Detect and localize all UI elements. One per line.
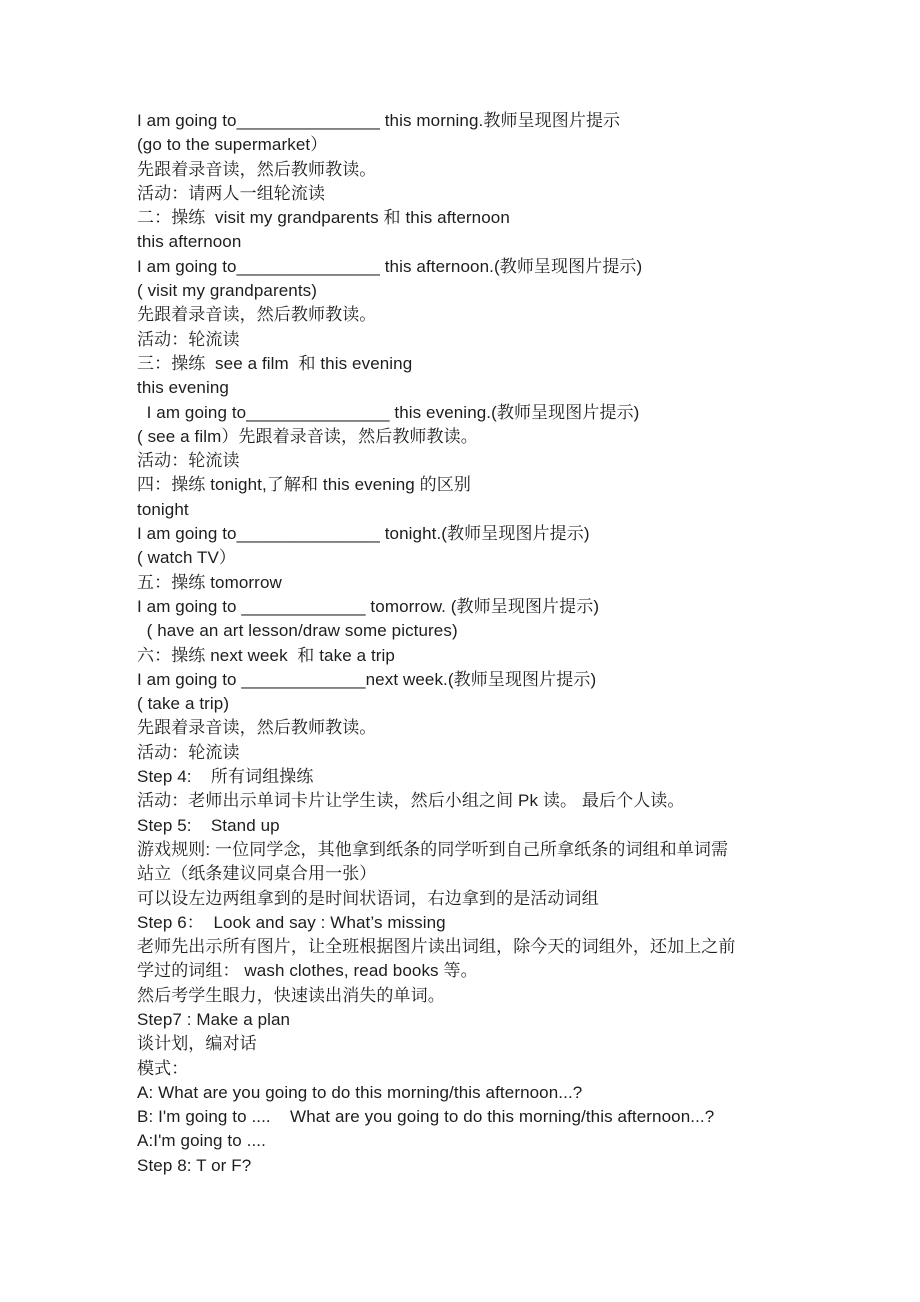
doc-line: this evening [137,378,229,398]
doc-line: 先跟着录音读，然后教师教读。 [137,305,377,325]
doc-line: 站立（纸条建议同桌合用一张） [137,864,377,884]
doc-line: 模式： [137,1058,189,1078]
doc-line: Step 6： Look and say : What’s missing [137,912,446,932]
doc-line: 活动：轮流读 [137,451,240,471]
doc-line: 可以设左边两组拿到的是时间状语词，右边拿到的是活动词组 [137,888,599,908]
doc-line: 活动：请两人一组轮流读 [137,183,326,203]
doc-line: (go to the supermarket） [137,135,328,155]
doc-line: I am going to _____________next week.(教师呈现图片提示) [137,669,597,689]
doc-line: Step 8: T or F? [137,1155,252,1175]
doc-line: I am going to _____________ tomorrow. (教师呈现图片提示) [137,596,600,616]
doc-line: I am going to_______________ this evening.(教师呈现图片提示) [137,402,640,422]
document-text-block [137,109,877,1178]
doc-line: tonight [137,499,189,519]
doc-line: Step 5: Stand up [137,815,280,835]
doc-line: ( have an art lesson/draw some pictures) [137,621,458,641]
doc-line: 活动：轮流读 [137,742,240,762]
doc-line: A: What are you going to do this morning/this afternoon...? [137,1082,583,1102]
doc-line: ( visit my grandparents) [137,281,318,301]
doc-line: 游戏规则: 一位同学念，其他拿到纸条的同学听到自己所拿纸条的词组和单词需 [137,839,729,859]
doc-line: 先跟着录音读，然后教师教读。 [137,718,377,738]
doc-line: Step7 : Make a plan [137,1009,291,1029]
doc-line: I am going to_______________ tonight.(教师呈现图片提示) [137,524,590,544]
doc-line: B: I'm going to .... What are you going to do this morning/this afternoon...? [137,1107,715,1127]
doc-line: 三：操练 see a film 和 this evening [137,353,413,373]
doc-line: 二：操练 visit my grandparents 和 this afternoon [137,208,510,228]
doc-line: 活动：老师出示单词卡片让学生读，然后小组之间 Pk 读。 最后个人读。 [137,791,685,811]
doc-line: 活动：轮流读 [137,329,240,349]
doc-line: this afternoon [137,232,242,252]
doc-line: 老师先出示所有图片，让全班根据图片读出词组，除今天的词组外，还加上之前 [137,937,736,957]
doc-line: ( watch TV） [137,548,237,568]
doc-line: A:I'm going to .... [137,1131,266,1151]
doc-line: 四：操练 tonight,了解和 this evening 的区别 [137,475,471,495]
doc-line: Step 4: 所有词组操练 [137,767,314,787]
doc-line: I am going to_______________ this afternoon.(教师呈现图片提示) [137,256,643,276]
doc-line: 六：操练 next week 和 take a trip [137,645,395,665]
doc-line: I am going to_______________ this morning.教师呈现图片提示 [137,111,621,130]
doc-line: 谈计划，编对话 [137,1034,257,1054]
doc-line: 学过的词组： wash clothes, read books 等。 [137,961,478,981]
doc-line: ( take a trip) [137,694,230,714]
doc-line: 然后考学生眼力，快速读出消失的单词。 [137,985,445,1005]
doc-line: 五：操练 tomorrow [137,572,282,592]
doc-line: ( see a film）先跟着录音读，然后教师教读。 [137,426,478,446]
doc-line: 先跟着录音读，然后教师教读。 [137,159,377,179]
